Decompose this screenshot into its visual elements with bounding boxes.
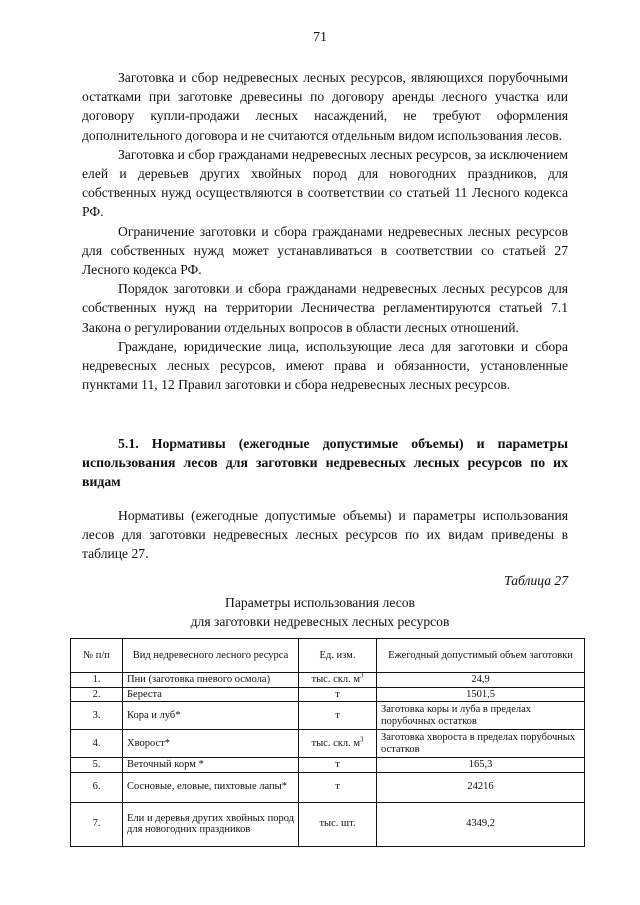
cell-volume: 165,3	[377, 758, 585, 773]
cell-kind: Кора и луб*	[123, 702, 299, 730]
cell-volume: 24,9	[377, 673, 585, 688]
table-title	[0, 594, 640, 631]
table-number: Таблица 27	[504, 573, 568, 588]
paragraph: Граждане, юридические лица, использующие леса для заготовки и сбора недревесных лесных ресурсов, имеют права и обязанности, установленные пунктами 11, 12 Правил заготовки и сбора недревесных лесных ресурсов.	[82, 338, 568, 393]
unit-superscript: 3	[359, 735, 364, 744]
body-text	[82, 68, 568, 394]
section-paragraph: Нормативы (ежегодные допустимые объемы) и параметры использования лесов для заготовки недревесных лесных ресурсов по их видам приведены в таблице 27.	[82, 508, 568, 562]
cell-num: 7.	[71, 802, 123, 846]
cell-unit: т	[299, 772, 377, 802]
parameters-table	[70, 638, 584, 847]
cell-volume: 24216	[377, 772, 585, 802]
table-row	[71, 687, 585, 702]
paragraph: Заготовка и сбор гражданами недревесных лесных ресурсов, за исключением елей и деревьев других хвойных пород для новогодних праздников, для собственных нужд осуществляются в соответствии со статьей 11 Лесного кодекса РФ.	[82, 146, 568, 220]
cell-unit: т	[299, 687, 377, 702]
cell-volume: Заготовка хвороста в пределах порубочных остатков	[377, 730, 585, 758]
table-row	[71, 702, 585, 730]
cell-volume: Заготовка коры и луба в пределах порубочных остатков	[377, 702, 585, 730]
cell-unit: тыс. шт.	[299, 802, 377, 846]
table-row	[71, 758, 585, 773]
paragraph: Ограничение заготовки и сбора гражданами недревесных лесных ресурсов для собственных нужд может устанавливаться в соответствии со статьей 27 Лесного кодекса РФ.	[82, 223, 568, 278]
cell-num: 6.	[71, 772, 123, 802]
cell-kind: Сосновые, еловые, пихтовые лапы*	[123, 772, 299, 802]
header-kind: Вид недревесного лесного ресурса	[123, 639, 299, 673]
cell-unit: т	[299, 702, 377, 730]
cell-num: 2.	[71, 687, 123, 702]
section-heading: 5.1. Нормативы (ежегодные допустимые объемы) и параметры использования лесов для заготовки недревесных лесных ресурсов по их видам	[82, 436, 568, 489]
table-row	[71, 730, 585, 758]
unit-superscript: 3	[359, 671, 364, 680]
cell-num: 1.	[71, 673, 123, 688]
cell-kind: Ели и деревья других хвойных пород для новогодних праздников	[123, 802, 299, 846]
header-unit: Ед. изм.	[299, 639, 377, 673]
cell-num: 3.	[71, 702, 123, 730]
cell-volume: 1501,5	[377, 687, 585, 702]
table-header-row	[71, 639, 585, 673]
page-number: 71	[313, 30, 327, 45]
paragraph: Заготовка и сбор недревесных лесных ресурсов, являющихся порубочными остатками при заготовке древесины по договору аренды лесного участка или договору купли-продажи лесных насаждений, не требуют оформления дополнительного договора и не считаются отдельным видом использования лесов.	[82, 70, 568, 143]
table-row	[71, 673, 585, 688]
cell-kind: Хворост*	[123, 730, 299, 758]
cell-kind: Пни (заготовка пневого осмола)	[123, 673, 299, 688]
table-row	[71, 772, 585, 802]
unit-text: тыс. скл. м	[311, 674, 360, 685]
table-row	[71, 802, 585, 846]
cell-unit: т	[299, 758, 377, 773]
cell-volume: 4349,2	[377, 802, 585, 846]
cell-unit	[299, 673, 377, 688]
unit-text: тыс. скл. м	[311, 737, 360, 749]
header-volume: Ежегодный допустимый объем заготовки	[377, 639, 585, 673]
cell-kind: Веточный корм *	[123, 758, 299, 773]
paragraph: Порядок заготовки и сбора гражданами недревесных лесных ресурсов для собственных нужд на территории Лесничества регламентируются статьей 7.1 Закона о регулировании отдельных вопросов в области лесных отношений.	[82, 281, 568, 335]
cell-unit	[299, 730, 377, 758]
header-num: № п/п	[71, 639, 123, 673]
cell-kind: Береста	[123, 687, 299, 702]
table-title-line: Параметры использования лесов	[225, 595, 415, 610]
cell-num: 5.	[71, 758, 123, 773]
cell-num: 4.	[71, 730, 123, 758]
table-title-line: для заготовки недревесных лесных ресурсов	[190, 613, 450, 629]
